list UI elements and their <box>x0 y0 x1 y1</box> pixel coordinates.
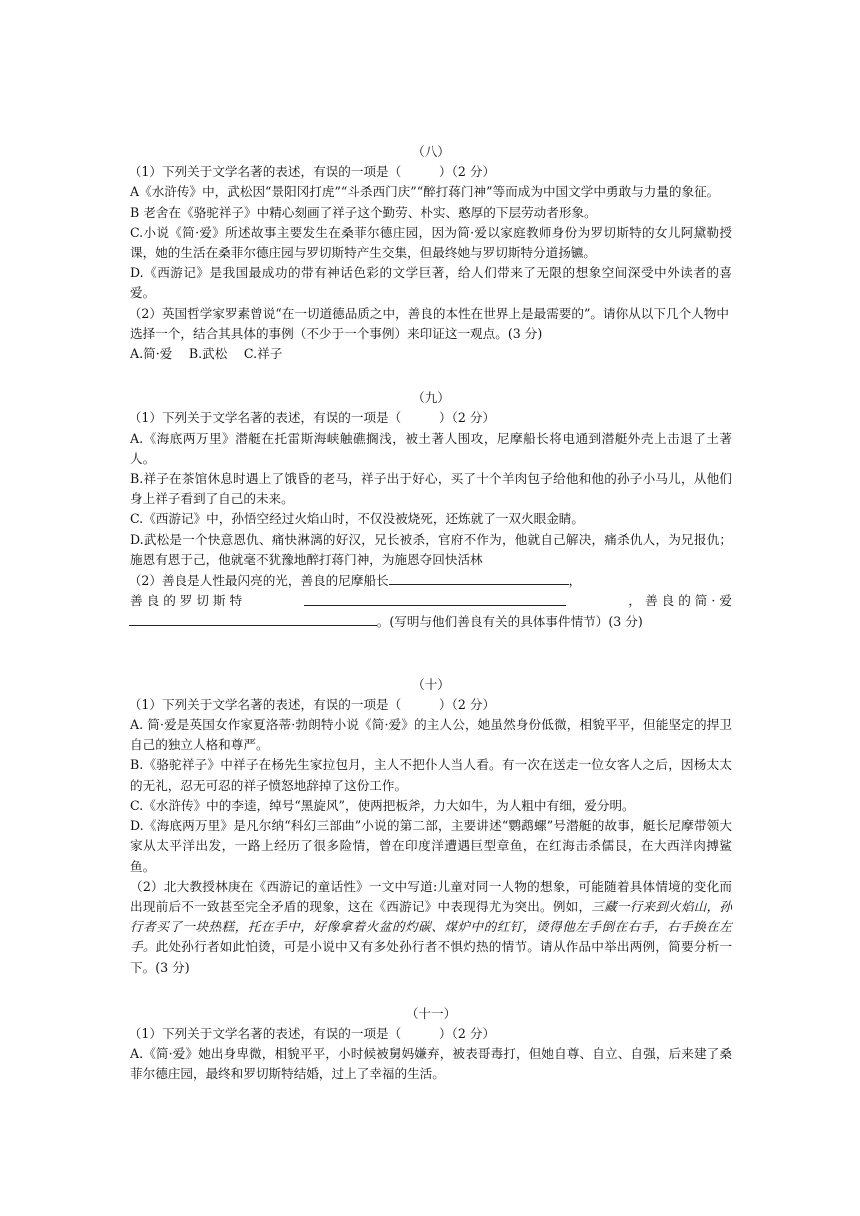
section-8 <box>130 142 732 364</box>
section-title: （九） <box>412 390 450 406</box>
option-a: A.《简·爱》她出身卑微，相貌平平，小时候被舅妈嫌弃，被表哥毒打，但她自尊、自立、自强，后来建了桑菲尔德庄园，最终和罗切斯特结婚，过上了幸福的生活。 <box>130 1046 732 1082</box>
option-d: D.《海底两万里》是凡尔纳“科幻三部曲”小说的第二部，主要讲述“鹦鹉螺”号潜艇的故事，艇长尼摩带领大家从太平洋出发，一路上经历了很多险情，曾在印度洋遭遇巨型章鱼，在红海击杀儒艮，在大西洋肉搏鲨鱼。 <box>130 818 732 874</box>
section-title: （十一） <box>405 1005 457 1021</box>
question-1: （1）下列关于文学名著的表述，有误的一项是（ ）（2 分） <box>128 164 496 180</box>
option-d: D.《西游记》是我国最成功的带有神话色彩的文学巨著，给人们带来了无限的想象空间深受中外读者的喜爱。 <box>130 265 732 301</box>
question-1: （1）下列关于文学名著的表述，有误的一项是（ ）（2 分） <box>128 696 496 712</box>
option-c: C.小说《简·爱》所述故事主要发生在桑菲尔德庄园，因为简·爱以家庭教师身份为罗切斯特的女儿阿黛勒授课，她的生活在桑菲尔德庄园与罗切斯特产生交集，但最终她与罗切斯特分道扬镳。 <box>130 224 732 261</box>
section-10 <box>130 675 732 978</box>
question-2-tail: 。(写明与他们善良有关的具体事件情节）(3 分) <box>376 614 643 630</box>
question-2 <box>130 877 732 978</box>
option-c: C.《水浒传》中的李逵，绰号“黑旋风”，使两把板斧，力大如牛，为人粗中有细，爱分明。 <box>130 797 635 813</box>
option-a: A. 简·爱是英国女作家夏洛蒂·勃朗特小说《简·爱》的主人公，她虽然身份低微，相貌平平，但能坚定的捍卫自己的独立人格和尊严。 <box>130 717 732 753</box>
question-2: （2）英国哲学家罗素曾说“在一切道德品质之中，善良的本性在世界上是最需要的”。请你从以下几个人物中选择一个，结合其具体的事例（不少于一个事例）来印证这一观点。(3 分) <box>128 305 729 341</box>
answer-blank[interactable] <box>129 611 377 626</box>
exam-page <box>130 142 732 1085</box>
answer-blank[interactable] <box>304 591 566 606</box>
section-title: （八） <box>412 144 450 159</box>
option-b: B.《骆驼祥子》中祥子在杨先生家拉包月，主人不把仆人当人看。有一次在送走一位女客人之后，因杨太太的无礼，忍无可忍的祥子愤怒地辞掉了这份工作。 <box>130 757 732 793</box>
option-d: D.武松是一个快意恩仇、痛快淋漓的好汉，兄长被杀，官府不作为，他就自己解决，痛杀仇人，为兄报仇；施恩有恩于己，他就毫不犹豫地醉打蒋门神，为施恩夺回快活林 <box>130 531 732 567</box>
answer-blank[interactable] <box>389 570 569 585</box>
question-2-line-3 <box>130 611 732 632</box>
character-options: A.简·爱 B.武松 C.祥子 <box>130 346 283 362</box>
question-2-lead: （2）善良是人性最闪亮的光，善良的尼摩船长 <box>128 573 389 589</box>
question-1: （1）下列关于文学名著的表述，有误的一项是（ ）（2 分） <box>128 1025 496 1041</box>
option-c: C.《西游记》中，孙悟空经过火焰山时，不仅没被烧死，还炼就了一双火眼金睛。 <box>130 511 584 527</box>
section-9 <box>130 388 732 632</box>
question-1: （1）下列关于文学名著的表述，有误的一项是（ ）（2 分） <box>128 410 496 426</box>
option-b: B.祥子在茶馆休息时遇上了饿昏的老马，祥子出于好心，买了十个羊肉包子给他和他的孙子小马儿，从他们身上祥子看到了自己的未来。 <box>130 471 732 507</box>
question-2-tail: 此处孙行者如此怕烫，可是小说中又有多处孙行者不惧灼热的情节。请从作品中举出两例，简要分析一下。(3 分) <box>130 939 733 975</box>
option-b: B 老舍在《骆驼祥子》中精心刻画了祥子这个勤劳、朴实、憨厚的下层劳动者形象。 <box>130 204 597 220</box>
question-2-line-2 <box>130 591 732 611</box>
question-2-rochester: 善 良 的 罗 切 斯 特 <box>130 593 243 609</box>
question-2: （2）善良是人性最闪亮的光，善良的尼摩船长 ， <box>130 570 732 591</box>
question-2-jane: ， 善 良 的 简 · 爱 <box>628 593 732 609</box>
option-a: A.《海底两万里》潜艇在托雷斯海峡触礁搁浅，被土著人围攻，尼摩船长将电通到潜艇外壳上击退了土著人。 <box>130 430 732 466</box>
question-2-quote: 三藏一行来到火焰山，孙行者买了一块热糕，托在手中，好像拿着火盆的灼碳、煤炉中的红钉，烫得他左手倒在右手，右手换在左手。 <box>130 898 733 955</box>
section-11 <box>130 1004 732 1085</box>
question-2-lead: （2）北大教授林庚在《西游记的童话性》一文中写道:儿童对同一人物的想象，可能随着具体情境的变化而出现前后不一致甚至完全矛盾的现象，这在《西游记》中表现得尤为突出。例如， <box>130 878 732 914</box>
option-a: A《水浒传》中，武松因“景阳冈打虎”“斗杀西门庆”“醉打蒋门神”等而成为中国文学中勇敢与力量的象征。 <box>130 184 720 200</box>
section-title: （十） <box>412 676 450 692</box>
